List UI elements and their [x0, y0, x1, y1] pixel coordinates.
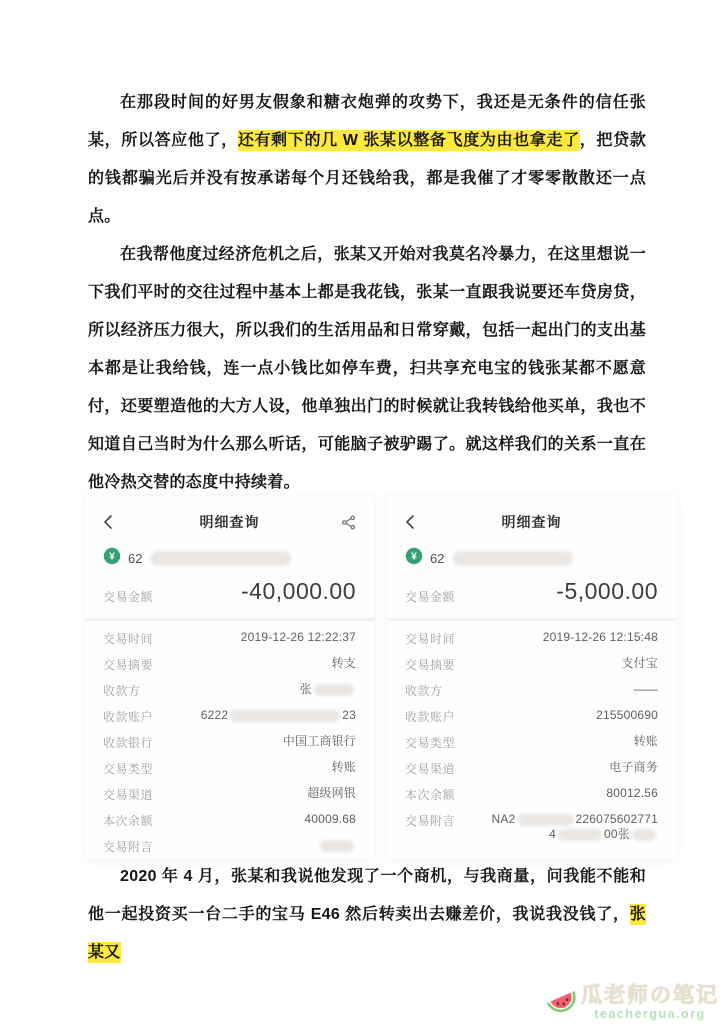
text-segment: 在那段时间的好男友假象和糖衣炮弹的攻势下，我还是无条件的信任张某，所以答应他了，	[88, 94, 646, 149]
detail-row	[103, 838, 356, 855]
receipt-screenshot-left	[85, 496, 374, 859]
receipt-title: 明细查询	[501, 514, 562, 530]
bank-logo-icon	[103, 547, 121, 570]
detail-value	[201, 708, 356, 723]
svg-text:¥: ¥	[411, 551, 417, 563]
detail-row	[405, 760, 658, 777]
value-text: 4	[549, 827, 557, 841]
detail-row	[405, 682, 658, 699]
amount-label: 交易金额	[103, 590, 154, 604]
redacted-area	[230, 710, 340, 722]
back-icon[interactable]	[405, 514, 427, 530]
detail-label: 收款账户	[103, 710, 154, 724]
receipt-screenshots	[85, 496, 676, 859]
detail-value	[596, 708, 658, 723]
detail-label: 交易类型	[103, 762, 154, 776]
detail-rows	[405, 630, 658, 842]
detail-value	[332, 760, 356, 775]
value-text: 转账	[633, 734, 658, 748]
detail-row	[103, 630, 356, 647]
detail-rows	[103, 630, 356, 855]
detail-value	[606, 786, 658, 801]
value-text: ——	[633, 682, 658, 696]
detail-row	[405, 812, 658, 842]
highlighted-text: 张某又	[88, 906, 646, 961]
detail-row	[103, 656, 356, 673]
detail-label: 收款方	[405, 684, 443, 698]
watermark-title: 瓜老师の笔记	[581, 984, 719, 1007]
detail-row	[103, 682, 356, 699]
detail-row	[405, 786, 658, 803]
detail-label: 收款账户	[405, 710, 456, 724]
detail-row	[405, 708, 658, 725]
receipt-header	[103, 512, 356, 532]
value-text: 215500690	[596, 708, 658, 722]
article-text-bottom	[88, 858, 646, 972]
redacted-area	[314, 684, 354, 696]
detail-row	[103, 760, 356, 777]
paragraph	[88, 84, 646, 236]
account-number-prefix: 62	[430, 551, 445, 566]
detail-value	[304, 812, 356, 827]
amount-value: -5,000.00	[556, 578, 658, 604]
value-text: 2019-12-26 12:15:48	[542, 630, 658, 644]
detail-label: 交易渠道	[103, 788, 154, 802]
value-text: 00张	[604, 827, 630, 841]
detail-label: 交易时间	[405, 632, 456, 646]
value-text: 转账	[331, 760, 356, 774]
detail-row	[405, 630, 658, 647]
text-segment: 2020 年 4 月，张某和我说他发现了一个商机，与我商量，问我能不能和他一起投资买一台二手的宝马 E46 然后转卖出去赚差价，我说我没钱了，	[88, 868, 646, 923]
detail-value	[543, 630, 658, 645]
value-text: 23	[342, 708, 356, 722]
redacted-account-number	[453, 551, 573, 566]
detail-value	[307, 786, 356, 801]
detail-value	[621, 656, 658, 671]
detail-value	[634, 682, 658, 697]
paragraph	[88, 858, 646, 972]
detail-label: 交易摘要	[103, 658, 154, 672]
detail-row	[103, 734, 356, 751]
value-text: 6222	[200, 708, 229, 722]
amount-label: 交易金额	[405, 590, 456, 604]
back-icon[interactable]	[103, 514, 125, 530]
detail-row	[405, 656, 658, 673]
bank-logo-icon	[405, 547, 423, 570]
amount-row	[405, 578, 658, 605]
receipt-screenshot-right	[387, 496, 676, 859]
detail-value	[318, 838, 356, 853]
separator	[85, 618, 374, 621]
detail-label: 交易类型	[405, 736, 456, 750]
highlighted-text: 还有剩下的几 W 张某以整备飞度为由也拿走了	[237, 132, 580, 149]
watermelon-icon	[542, 981, 580, 1015]
redacted-area	[518, 814, 574, 826]
account-row	[103, 547, 356, 570]
watermark	[542, 984, 719, 1021]
amount-value: -40,000.00	[241, 578, 356, 604]
detail-value	[332, 656, 356, 671]
value-text: 超级网银	[307, 786, 356, 800]
detail-label: 交易摘要	[405, 658, 456, 672]
detail-label: 本次余额	[405, 788, 456, 802]
detail-label: 交易附言	[103, 840, 154, 854]
separator	[387, 618, 676, 621]
text-segment: 在我帮他度过经济危机之后，张某又开始对我莫名冷暴力，在这里想说一下我们平时的交往过程中基本上都是我花钱，张某一直跟我说要还车贷房贷，所以经济压力很大，所以我们的生活用品和日常穿戴，包括一起出门的支出基本都是让我给钱，连一点小钱比如停车费，扫共享充电宝的钱张某都不愿意付，还要塑造他的大方人设，他单独出门的时候就让我转钱给他买单，我也不知道自己当时为什么那么听话，可能脑子被驴踢了。就这样我们的关系一直在他冷热交替的态度中持续着。	[88, 246, 646, 491]
watermark-text	[581, 984, 719, 1021]
detail-row	[405, 734, 658, 751]
value-text: 80012.56	[606, 786, 658, 800]
detail-label: 交易渠道	[405, 762, 456, 776]
detail-value	[283, 734, 356, 749]
detail-value	[634, 734, 658, 749]
detail-label: 交易时间	[103, 632, 154, 646]
value-text: 电子商务	[609, 760, 658, 774]
value-text: 2019-12-26 12:22:37	[240, 630, 356, 644]
value-text: 支付宝	[621, 656, 658, 670]
svg-text:¥: ¥	[109, 551, 115, 563]
redacted-area	[320, 840, 354, 852]
value-text: 40009.68	[304, 812, 356, 826]
receipt-title: 明细查询	[199, 514, 260, 530]
receipt-header	[405, 512, 658, 532]
value-text: 226075602771	[575, 812, 658, 826]
detail-value	[241, 630, 356, 645]
article-text-top	[88, 84, 646, 502]
share-icon[interactable]	[334, 515, 356, 530]
text-segment: ，把贷款的钱都骗光后并没有按承诺每个月还钱给我，都是我催了才零零散散还一点点。	[88, 132, 647, 225]
redacted-area	[632, 829, 656, 841]
value-text: NA2	[491, 812, 516, 826]
account-number-prefix: 62	[128, 551, 143, 566]
value-text: 转支	[331, 656, 356, 670]
amount-row	[103, 578, 356, 605]
value-text: 张	[299, 682, 312, 696]
detail-row	[103, 708, 356, 725]
detail-label: 收款方	[103, 684, 141, 698]
detail-label: 收款银行	[103, 736, 154, 750]
detail-label: 交易附言	[405, 814, 456, 828]
detail-value	[492, 812, 658, 842]
redacted-area	[558, 829, 602, 841]
value-text: 中国工商银行	[282, 734, 356, 748]
detail-label: 本次余额	[103, 814, 154, 828]
detail-value	[300, 682, 356, 697]
detail-row	[103, 812, 356, 829]
detail-row	[103, 786, 356, 803]
paragraph	[88, 236, 646, 502]
account-row	[405, 547, 658, 570]
redacted-account-number	[151, 551, 291, 566]
watermark-url: teachergua.org	[594, 1007, 706, 1021]
detail-value	[609, 760, 658, 775]
